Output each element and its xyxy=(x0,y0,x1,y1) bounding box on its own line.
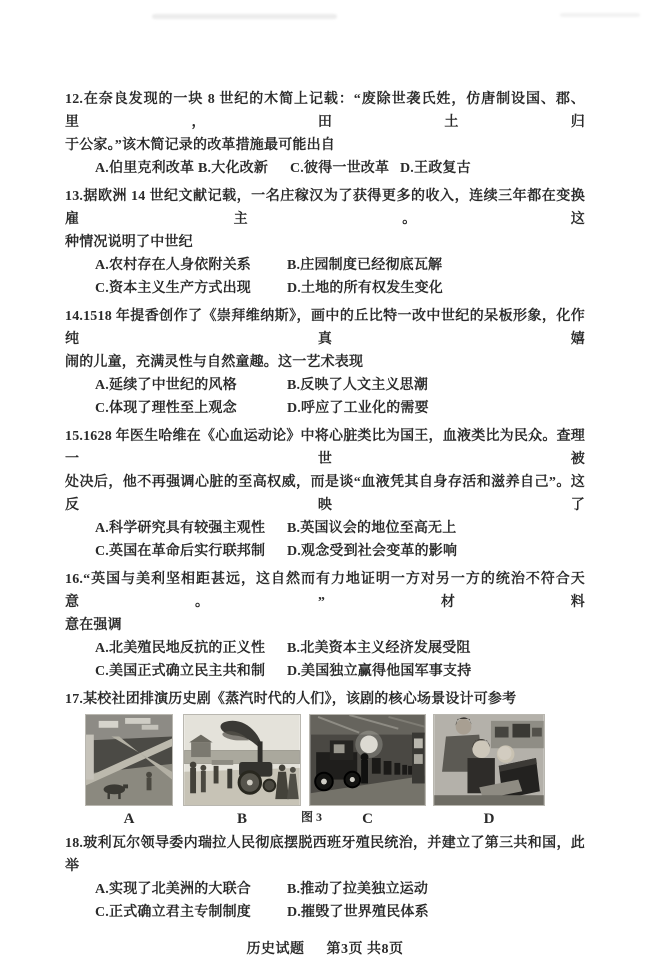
medieval-manor-fields-photo xyxy=(85,714,173,806)
question-15-options xyxy=(65,517,585,563)
page-footer xyxy=(65,938,585,958)
option-15-d: D.观念受到社会变革的影响 xyxy=(287,544,458,559)
question-18 xyxy=(65,832,585,924)
footer-page-info: 第3页 共8页 xyxy=(326,942,404,957)
question-14-stem-line: 14.1518 年提香创作了《崇拜维纳斯》，画中的丘比特一改中世纪的呆板形象，化作纯真嬉 xyxy=(65,309,585,347)
car-assembly-line-photo xyxy=(309,714,426,806)
question-12-options xyxy=(65,157,585,180)
question-18-options xyxy=(65,878,585,924)
option-15-b: B.英国议会的地位至高无上 xyxy=(287,521,457,536)
figure-image-label-b: B xyxy=(236,811,247,827)
question-14 xyxy=(65,305,585,420)
question-16-stem-line: 16.“英国与美利坚相距甚远，这自然而有力地证明一方对另一方的统治不符合天意。”材料 xyxy=(65,572,585,610)
option-13-d: D.土地的所有权发生变化 xyxy=(287,281,444,296)
option-14-b: B.反映了人文主义思潮 xyxy=(287,378,429,393)
figure-image-label-c: C xyxy=(362,811,373,827)
option-13-c: C.资本主义生产方式出现 xyxy=(95,281,252,296)
option-18-b: B.推动了拉美独立运动 xyxy=(287,882,429,897)
question-15-stem-line: 15.1628 年医生哈维在《心血运动论》中将心脏类比为国王，血液类比为民众。查理一世被 xyxy=(65,429,585,467)
question-13 xyxy=(65,185,585,300)
question-17 xyxy=(65,688,585,711)
figure-caption: 图 3 xyxy=(301,810,323,824)
option-14-a: A.延续了中世纪的风格 xyxy=(95,378,237,393)
option-12-b: B.大化改新 xyxy=(198,161,269,176)
question-13-stem-line: 种情况说明了中世纪 xyxy=(65,235,193,250)
option-18-a: A.实现了北美洲的大联合 xyxy=(95,882,252,897)
question-16 xyxy=(65,568,585,683)
option-14-c: C.体现了理性至上观念 xyxy=(95,401,237,416)
question-13-options xyxy=(65,254,585,300)
figure-image-label-d: D xyxy=(483,811,495,827)
option-18-d: D.摧毁了世界殖民体系 xyxy=(287,905,429,920)
question-15 xyxy=(65,425,585,563)
question-18-stem-line: 18.玻利瓦尔领导委内瑞拉人民彻底摆脱西班牙殖民统治，并建立了第三共和国，此举 xyxy=(65,836,585,874)
figure-image-label-a: A xyxy=(123,811,135,827)
option-13-b: B.庄园制度已经彻底瓦解 xyxy=(287,258,443,273)
option-16-a: A.北美殖民地反抗的正义性 xyxy=(95,641,266,656)
option-15-c: C.英国在革命后实行联邦制 xyxy=(95,544,266,559)
option-12-d: D.王政复古 xyxy=(400,161,471,176)
question-15-stem-line: 处决后，他不再强调心脏的至高权威，而是谈“血液凭其自身存活和滋养自己”。这反映了 xyxy=(65,475,585,513)
option-14-d: D.呼应了工业化的需要 xyxy=(287,401,429,416)
question-17-stem-line: 17.某校社团排演历史剧《蒸汽时代的人们》，该剧的核心场景设计可参考 xyxy=(65,692,517,707)
steam-locomotive-demo-photo xyxy=(183,714,301,806)
option-16-c: C.美国正式确立民主共和制 xyxy=(95,664,266,679)
question-16-options xyxy=(65,637,585,683)
question-12 xyxy=(65,88,585,180)
option-15-a: A.科学研究具有较强主观性 xyxy=(95,521,266,536)
option-16-d: D.美国独立赢得他国军事支持 xyxy=(287,664,472,679)
scan-artifact xyxy=(152,14,337,19)
people-at-computer-photo xyxy=(433,714,545,806)
option-12-a: A.伯里克利改革 xyxy=(95,161,195,176)
question-14-stem-line: 闹的儿童，充满灵性与自然童趣。这一艺术表现 xyxy=(65,355,364,370)
question-16-stem-line: 意在强调 xyxy=(65,618,122,633)
option-12-c: C.彼得一世改革 xyxy=(290,161,390,176)
option-18-c: C.正式确立君主专制制度 xyxy=(95,905,252,920)
question-13-stem-line: 13.据欧洲 14 世纪文献记载，一名庄稼汉为了获得更多的收入，连续三年都在变换雇主。这 xyxy=(65,189,585,227)
figure-3 xyxy=(85,714,546,828)
question-12-stem-line: 于公家。”该木简记录的改革措施最可能出自 xyxy=(65,138,335,153)
option-13-a: A.农村存在人身依附关系 xyxy=(95,258,252,273)
option-16-b: B.北美资本主义经济发展受阻 xyxy=(287,641,471,656)
question-12-stem-line: 12.在奈良发现的一块 8 世纪的木简上记载：“废除世袭氏姓，仿唐制设国、郡、里，田土归 xyxy=(65,92,585,130)
footer-doc-title: 历史试题 xyxy=(246,942,305,957)
question-14-options xyxy=(65,374,585,420)
scan-artifact xyxy=(560,13,640,17)
